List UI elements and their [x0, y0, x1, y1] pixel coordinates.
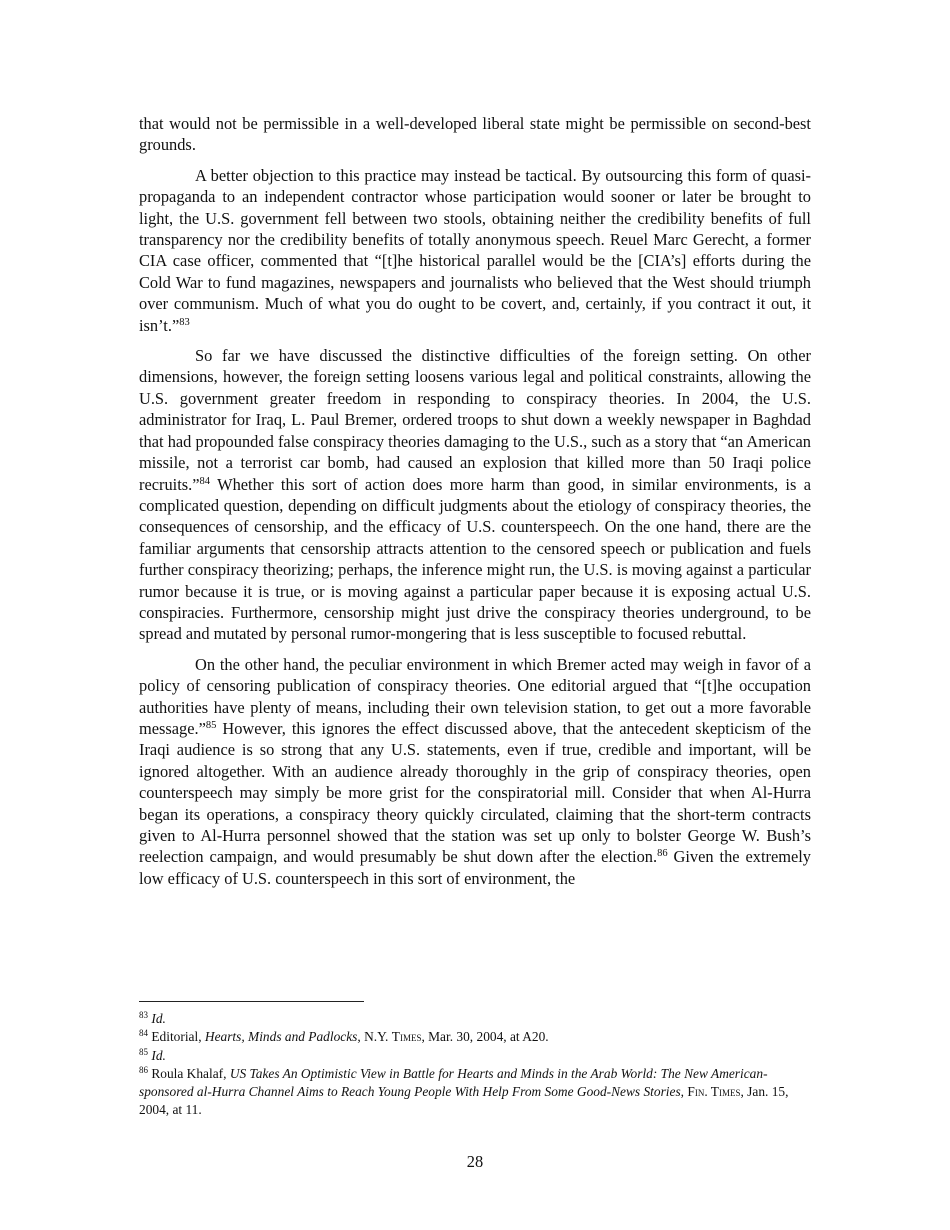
paragraph-foreign-setting: So far we have discussed the distinctive difficulties of the foreign setting. On other dimensions, however, the foreign setting loosens various legal and political constraints, allowing the U.S. government greater freedom in responding to conspiracy theories. In 2004, the U.S. administrator for Iraq, L. Paul Bremer, ordered troops to shut down a weekly newspaper in Baghdad that had propounded false conspiracy theories damaging to the U.S., such as a story that “an American missile, not a terrorist car bomb, had caused an explosion that killed more than 50 Iraqi police recruits.”$^{84}$ Whether this sort of action does more harm than good, in similar environments, is a complicated question, depending on difficult judgments about the etiology of conspiracy theories, the consequences of censorship, and the efficacy of U.S. counterspeech. On the one hand, there are the familiar arguments that censorship attracts attention to the censored speech or publication and fuels further conspiracy theorizing; perhaps, the inference might run, the U.S. is moving against a particular rumor because it is true, or is moving against a particular paper because it is exposing actual U.S. conspiracies. Furthermore, censorship might just drive the conspiracy theories underground, to be spread and mutated by personal rumor-mongering that is less susceptible to focused rebuttal. [139, 346, 811, 644]
footnote-85: $^{85}$ Id. [139, 1046, 166, 1063]
body-text [139, 113, 811, 898]
footnote-86: $^{86}$ Roula Khalaf, US Takes An Optimistic View in Battle for Hearts and Minds in the Arab World: The New American-sponsored al-Hurra Channel Aims to Reach Young People With Help From Some Good-News Stories, Fin. Times, Jan. 15, 2004, at 11. [139, 1064, 789, 1118]
footnotes [139, 1010, 811, 1120]
footnote-divider [139, 1001, 364, 1002]
footnote-ref-84[interactable]: 84 [199, 475, 211, 487]
paragraph-continuation: that would not be permissible in a well-developed liberal state might be permissible on second-best grounds. [139, 114, 811, 155]
footnote-ref-83[interactable]: 83 [179, 316, 190, 328]
paragraph-censorship: On the other hand, the peculiar environment in which Bremer acted may weigh in favor of a policy of censoring publication of conspiracy theories. One editorial argued that “[t]he occupation authorities have plenty of means, including their own television station, to get out a more favorable message.”$^{85}$ However, this ignores the effect discussed above, that the antecedent skepticism of the Iraqi audience is so strong that any U.S. statements, even if true, credible and important, will be ignored altogether. With an audience already thoroughly in the grip of conspiracy theories, open counterspeech may simply be more grist for the conspiratorial mill. Consider that when Al-Hurra began its operations, a conspiracy theory quickly circulated, claiming that the short-term contracts given to Al-Hurra personnel showed that the station was set up only to bolster George W. Bush’s reelection campaign, and would presumably be shut down after the election.$^{86}$ Given the extremely low efficacy of U.S. counterspeech in this sort of environment, the [139, 654, 812, 888]
footnote-83: $^{83}$ Id. [139, 1010, 166, 1026]
page-number: 28 [466, 1152, 484, 1171]
footnote-ref-86[interactable]: 86 [657, 848, 668, 860]
footnote-ref-85[interactable]: 85 [205, 719, 217, 731]
footnote-84: $^{84}$ Editorial, Hearts, Minds and Padlocks, N.Y. Times, Mar. 30, 2004, at A20. [139, 1028, 549, 1045]
paragraph-tactical-objection: A better objection to this practice may instead be tactical. By outsourcing this form of quasi-propaganda to an independent contractor whose participation would sooner or later be brought to light, the U.S. government fell between two stools, obtaining neither the credibility benefits of full transparency nor the credibility benefits of totally anonymous speech. Reuel Marc Gerecht, a former CIA case officer, commented that “[t]he historical parallel would be the [CIA’s] efforts during the Cold War to fund magazines, newspapers and journalists who believed that the West should triumph over communism. Much of what you do ought to be covert, and, certainly, if you contract it out, it isn’t.”$^{83}$ [139, 165, 811, 335]
